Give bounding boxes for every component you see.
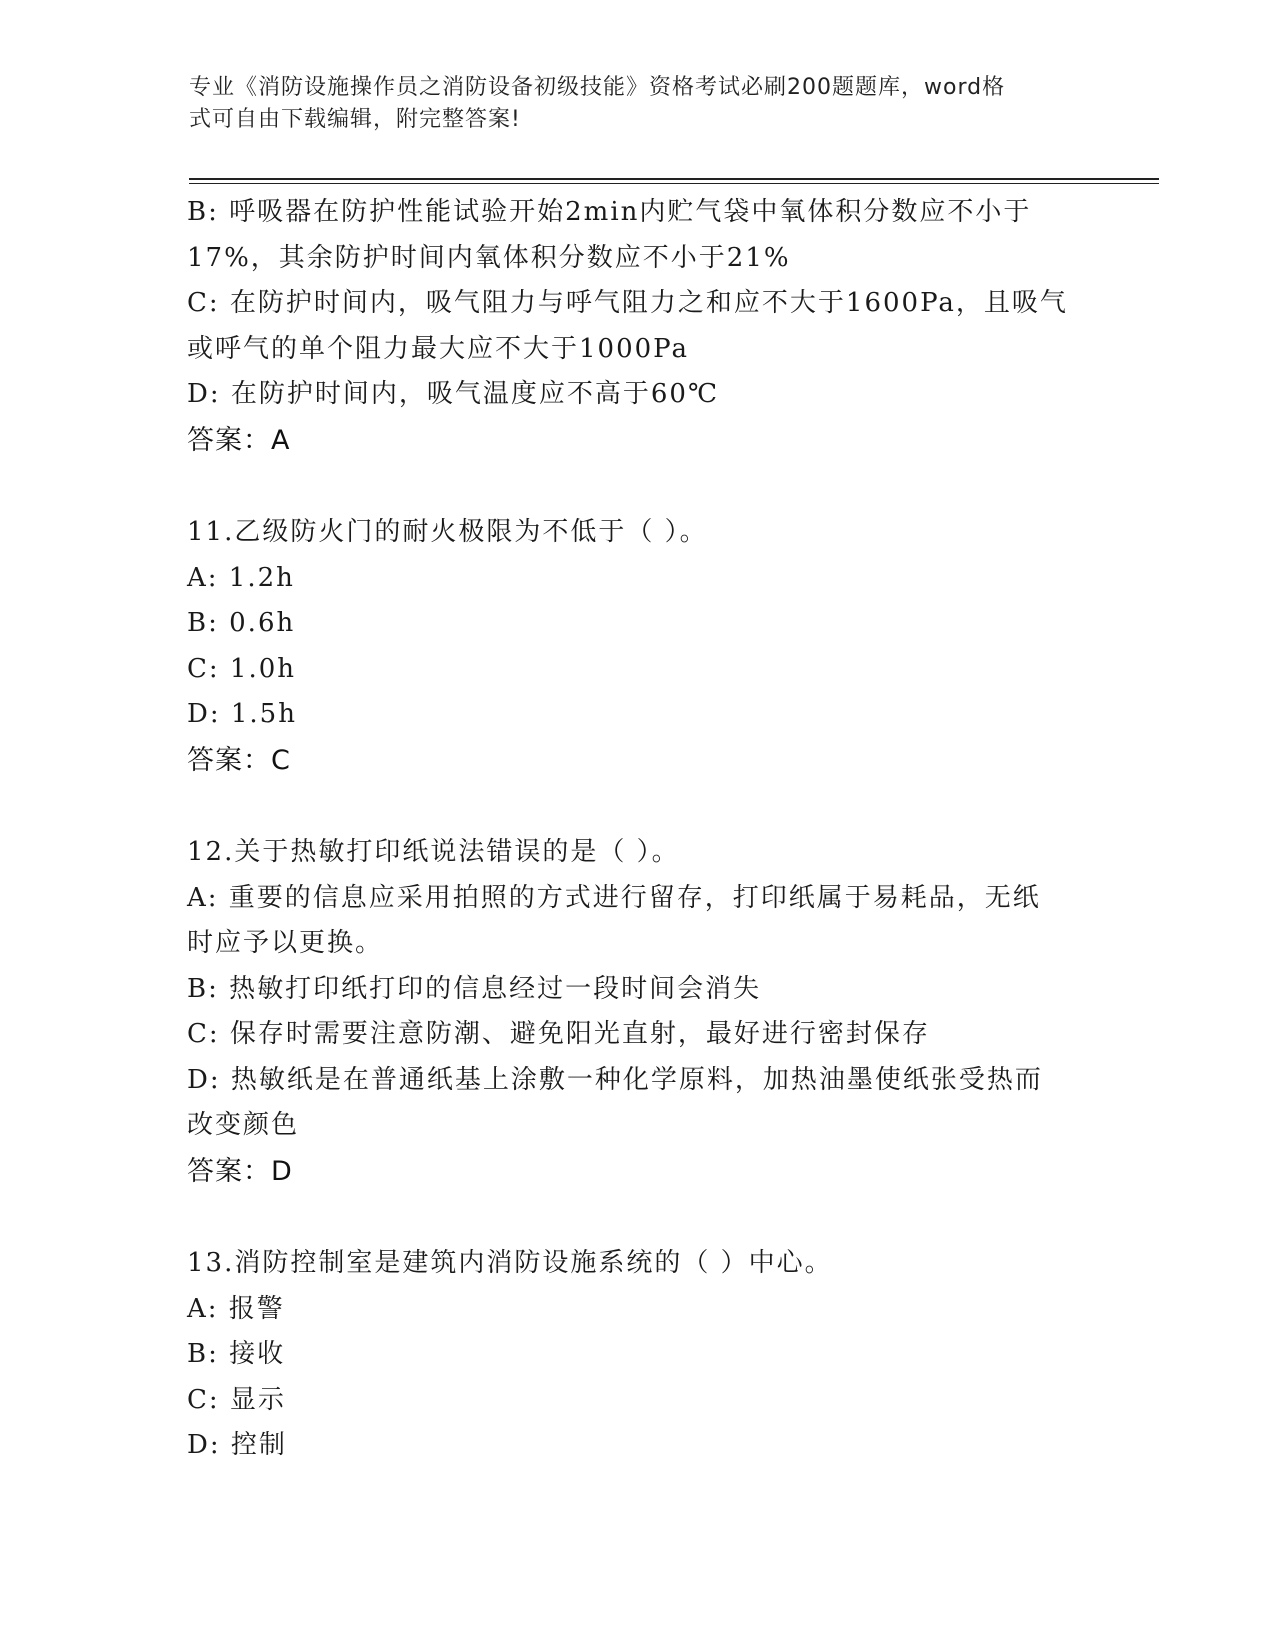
q12-option-a-line-1: A: 重要的信息应采用拍照的方式进行留存，打印纸属于易耗品，无纸 xyxy=(187,882,1041,913)
q10-option-b-line-2: 17%，其余防护时间内氧体积分数应不小于21% xyxy=(187,242,791,273)
q10-option-c-line-2: 或呼气的单个阻力最大应不大于1000Pa xyxy=(187,333,689,364)
q12-answer: 答案：D xyxy=(187,1155,293,1187)
header-line-2: 式可自由下载编辑，附完整答案! xyxy=(189,107,521,132)
q11-option-b: B: 0.6h xyxy=(187,608,296,638)
header-divider-thin xyxy=(189,183,1159,184)
q11-option-d: D: 1.5h xyxy=(187,699,297,729)
q13-question: 13.消防控制室是建筑内消防设施系统的（ ）中心。 xyxy=(187,1248,833,1278)
q12-option-b: B: 热敏打印纸打印的信息经过一段时间会消失 xyxy=(187,973,762,1004)
q11-question: 11.乙级防火门的耐火极限为不低于（ ）。 xyxy=(187,517,708,547)
q12-option-a-line-2: 时应予以更换。 xyxy=(187,928,384,958)
question-12-block xyxy=(187,830,1087,1194)
q12-option-d-line-2: 改变颜色 xyxy=(187,1110,300,1140)
header-divider-thick xyxy=(189,178,1159,180)
spacer xyxy=(187,1194,1087,1241)
question-11-block xyxy=(187,510,1087,783)
q11-answer: 答案：C xyxy=(187,744,291,776)
q13-option-d: D: 控制 xyxy=(187,1430,287,1460)
q12-option-d-line-1: D: 热敏纸是在普通纸基上涂敷一种化学原料，加热油墨使纸张受热而 xyxy=(187,1064,1043,1095)
q12-question: 12.关于热敏打印纸说法错误的是（ ）。 xyxy=(187,837,680,867)
q12-option-c: C: 保存时需要注意防潮、避免阳光直射，最好进行密封保存 xyxy=(187,1019,930,1049)
q13-option-b: B: 接收 xyxy=(187,1339,286,1369)
q11-option-a: A: 1.2h xyxy=(187,562,295,593)
q10-option-b-line-1: B: 呼吸器在防护性能试验开始2min内贮气袋中氧体积分数应不小于 xyxy=(187,197,1032,227)
question-content xyxy=(187,190,1087,1469)
spacer xyxy=(187,463,1087,510)
spacer xyxy=(187,783,1087,830)
q10-option-d: D: 在防护时间内，吸气温度应不高于60℃ xyxy=(187,379,720,409)
q10-answer: 答案：A xyxy=(187,424,291,456)
question-10-block xyxy=(187,190,1087,463)
q13-option-c: C: 显示 xyxy=(187,1384,286,1415)
q11-option-c: C: 1.0h xyxy=(187,653,297,684)
header-line-1: 专业《消防设施操作员之消防设备初级技能》资格考试必刷200题题库，word格 xyxy=(189,75,1006,100)
q13-option-a: A: 报警 xyxy=(187,1293,285,1324)
question-13-block xyxy=(187,1241,1087,1469)
q10-option-c-line-1: C: 在防护时间内，吸气阻力与呼气阻力之和应不大于1600Pa，且吸气 xyxy=(187,288,1068,318)
document-header xyxy=(189,72,1069,136)
